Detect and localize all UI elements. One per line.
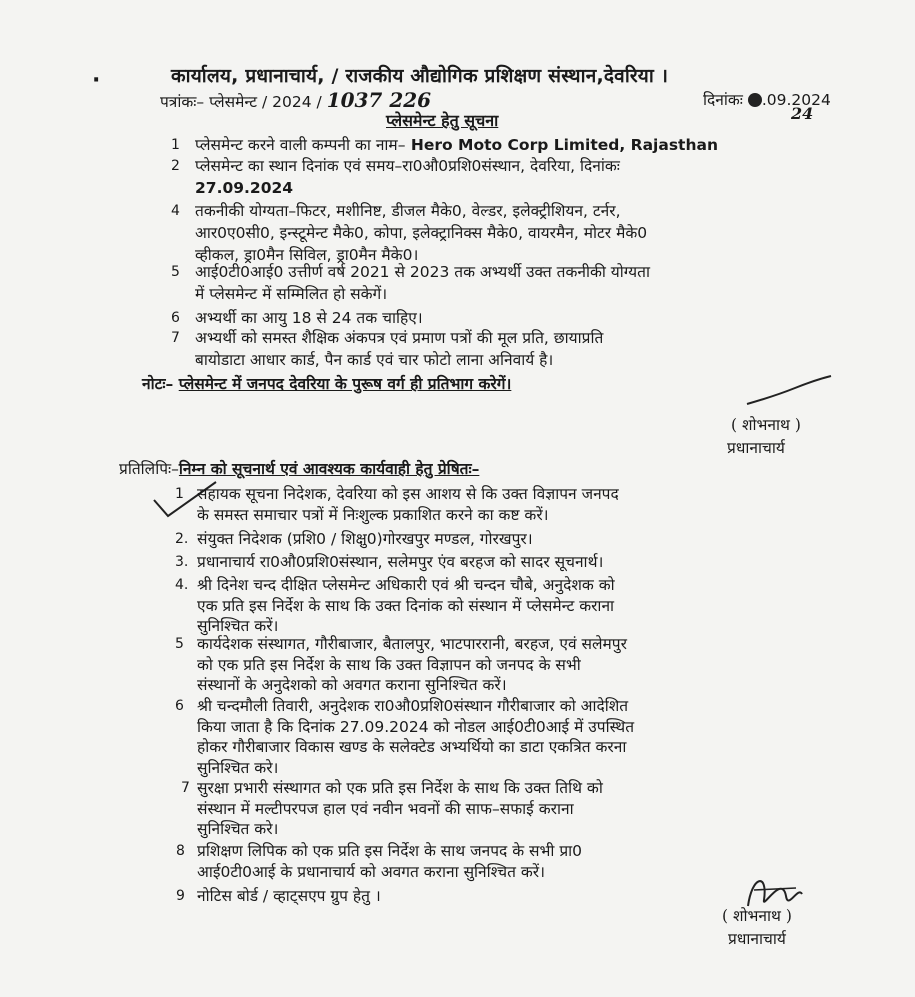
item-line: अभ्यर्थी का आयु 18 से 24 तक चाहिए। [195,309,423,327]
stray-mark: · [92,68,101,93]
copy-item-line: को एक प्रति इस निर्देश के साथ कि उक्त विज्ञापन को जनपद के सभी [197,655,581,674]
copy-item-number: 8 [176,843,185,859]
item-line: में प्लेसमेन्ट में सम्मिलित हो सकेगें। [195,285,388,303]
item-line: अभ्यर्थी को समस्त शैक्षिक अंकपत्र एवं प्रमाण पत्रों की मूल प्रति, छायाप्रति [195,329,604,347]
copy-item-line: संस्थान में मल्टीपरपज हाल एवं नवीन भवनों की साफ–सफाई कराना [197,799,574,818]
note-text: प्लेसमेन्ट में जनपद देवरिया के पुरूष वर्ग ही प्रतिभाग करेगें। [178,375,512,393]
copy-item-line: श्री चन्दमौली तिवारी, अनुदेशक रा0औ0प्रशि0संस्थान गौरीबाजार को आदेशित [197,697,629,715]
item-number: 5 [171,264,180,280]
item-number: 2 [171,158,180,174]
date-label: दिनांकः [703,91,743,109]
copy-item-line: आई0टी0आई के प्रधानाचार्य को अवगत कराना सुनिश्चित करें। [197,862,545,881]
item-line: आई0टी0आई0 उत्तीर्ण वर्ष 2021 से 2023 तक अभ्यर्थी उक्त तकनीकी योग्यता [195,263,651,281]
date-value: .09.2024 [761,91,831,109]
copy-item-line: एक प्रति इस निर्देश के साथ कि उक्त दिनांक को संस्थान में प्लेसमेन्ट कराना [197,596,615,615]
copy-heading-text: निम्न को सूचनार्थ एवं आवश्यक कार्यवाही हेतु प्रेषितः– [178,460,480,478]
item-line-text: प्लेसमेन्ट करने वाली कम्पनी का नाम– [195,136,406,154]
signatory-name-1: ( शोभनाथ ) [731,416,801,434]
item-number: 4 [171,203,180,219]
copy-item-line: कार्यदेशक संस्थागत, गौरीबाजार, बैतालपुर, भाटपाररानी, बरहज, एवं सलेमपुर [197,635,627,653]
letter-number-prefix: पत्रांकः– प्लेसमेन्ट / 2024 / [160,93,327,111]
signatory-designation-1: प्रधानाचार्य [727,439,785,457]
office-title: कार्यालय, प्रधानाचार्य, / राजकीय औद्योगिक प्रशिक्षण संस्थान,देवरिया । [171,65,669,87]
copy-item-number: 6 [175,698,184,714]
subject-line: प्लेसमेन्ट हेतु सूचना [386,111,499,130]
letter-number-handwritten: 1037 226 [326,88,432,112]
company-name: Hero Moto Corp Limited, Rajasthan [405,136,718,154]
copy-item-line: होकर गौरीबाजार विकास खण्ड के सलेक्टेड अभ्यर्थियो का डाटा एकत्रित करना [197,738,627,756]
copy-heading [119,458,479,480]
copy-item-number: 2. [175,531,189,547]
copy-item-number: 7 [181,780,190,796]
signatory-name-2: ( शोभनाथ ) [722,907,792,925]
note-label: नोटः– [142,375,174,393]
copy-item-line: प्रशिक्षण लिपिक को एक प्रति इस निर्देश के साथ जनपद के सभी प्रा0 [197,842,583,860]
item-line: तकनीकी योग्यता–फिटर, मशीनिष्ट, डीजल मैके0, वेल्डर, इलेक्ट्रीशियन, टर्नर, [195,202,621,220]
copy-item-line: सुनिश्चित करे। [197,820,279,838]
signatory-designation-2: प्रधानाचार्य [728,930,786,948]
copy-item-line: नोटिस बोर्ड / व्हाट्सएप ग्रुप हेतु । [197,887,381,905]
copy-item-line: संस्थानों के अनुदेशको को अवगत कराना सुनिश्चित करें। [197,676,507,694]
item-line: आर0ए0सी0, इन्स्टूमेन्ट मैके0, कोपा, इलेक्ट्रानिक्स मैके0, वायरमैन, मोटर मैके0 [195,224,648,242]
copy-item-line: श्री दिनेश चन्द दीक्षित प्लेसमेन्ट अधिकारी एवं श्री चन्दन चौबे, अनुदेशक को [197,576,615,594]
item-line: व्हीकल, ड्रा0मैन सिविल, ड्रा0मैन मैके0। [195,246,419,264]
item-number: 1 [171,137,180,153]
copy-item-number: 3. [175,554,189,570]
copy-item-line: सुनिश्चित करे। [197,758,279,777]
copy-item-number: 4. [175,577,189,593]
copy-label: प्रतिलिपिः– [119,460,179,478]
ink-blot [748,93,762,107]
copy-item-line: प्रधानाचार्य रा0औ0प्रशि0संस्थान, सलेमपुर एंव बरहज को सादर सूचनार्थ। [197,553,604,571]
note [142,373,511,395]
copy-item-line: सुरक्षा प्रभारी संस्थागत को एक प्रति इस निर्देश के साथ कि उक्त तिथि को [197,779,603,797]
copy-item-line: सहायक सूचना निदेशक, देवरिया को इस आशय से कि उक्त विज्ञापन जनपद [197,485,619,503]
item-line: प्लेसमेन्ट का स्थान दिनांक एवं समय–रा0औ0प्रशि0संस्थान, देवरिया, दिनांकः [195,157,620,175]
copy-item-number: 5 [175,636,184,652]
copy-item-line: संयुक्त निदेशक (प्रशि0 / शिक्षु0)गोरखपुर मण्डल, गोरखपुर। [197,530,533,548]
date-handwritten: 24 [791,104,814,123]
item-number: 7 [171,330,180,346]
item-number: 6 [171,310,180,326]
copy-item-line: किया जाता है कि दिनांक 27.09.2024 को नोडल आई0टी0आई में उपस्थित [197,717,635,736]
copy-item-line: के समस्त समाचार पत्रों में निःशुल्क प्रकाशित करने का कष्ट करें। [197,505,549,524]
copy-item-line: सुनिश्चित करें। [197,617,279,635]
signature-stroke [745,370,835,410]
copy-item-number: 1 [175,486,184,502]
item-line [195,134,718,156]
item-line: 27.09.2024 [195,179,294,197]
copy-item-number: 9 [176,888,185,904]
item-line: बायोडाटा आधार कार्ड, पैन कार्ड एवं चार फोटो लाना अनिवार्य है। [195,351,554,369]
